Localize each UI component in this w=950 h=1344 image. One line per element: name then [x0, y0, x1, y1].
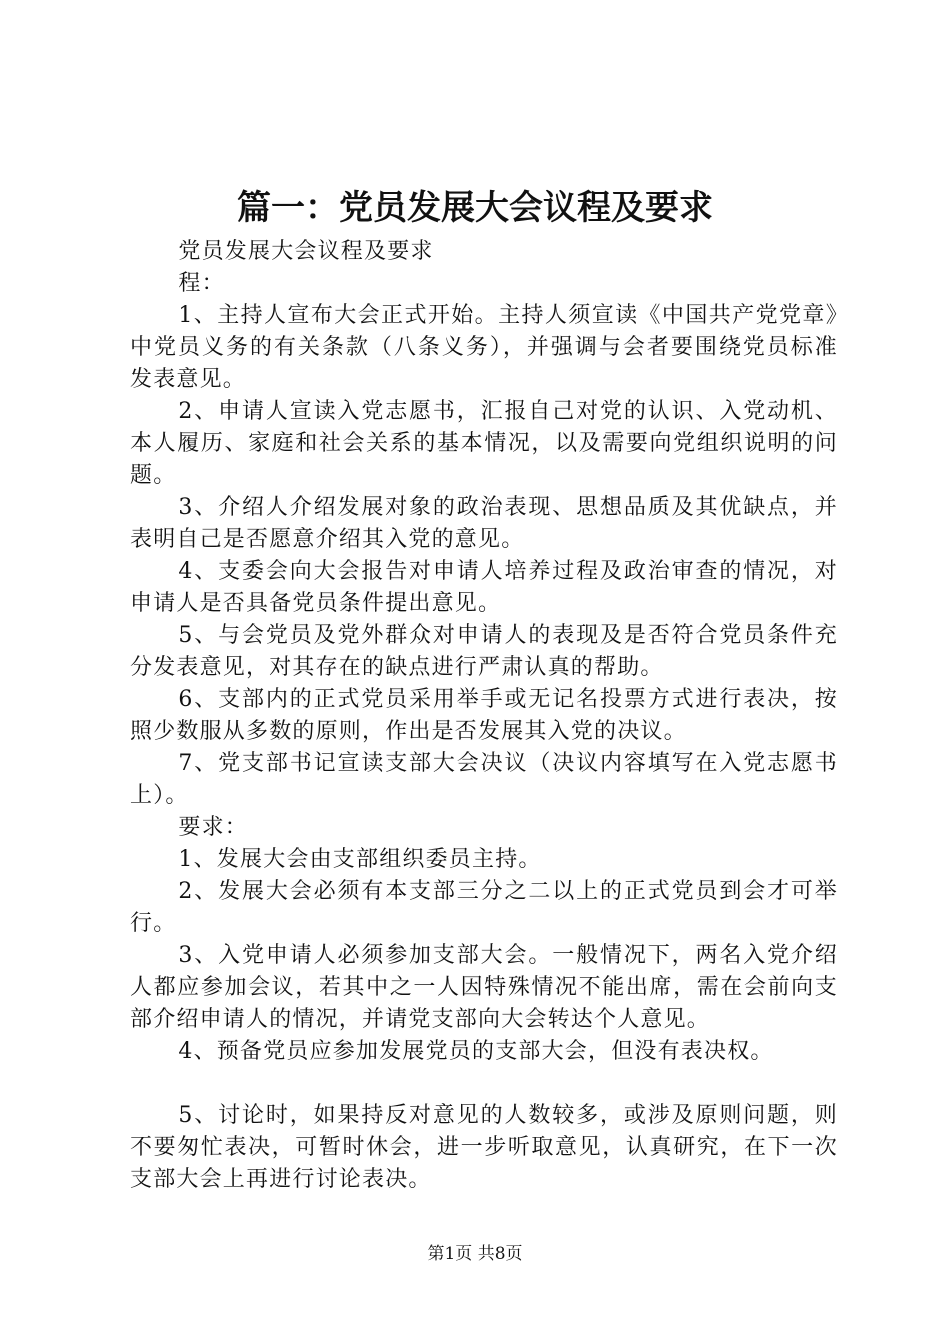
- agenda-item: 3、介绍人介绍发展对象的政治表现、思想品质及其优缺点，并表明自己是否愿意介绍其入党的意见。: [130, 495, 838, 552]
- agenda-heading: 程：: [178, 271, 225, 296]
- requirement-item: 3、入党申请人必须参加支部大会。一般情况下，两名入党介绍人都应参加会议，若其中之一人因特殊情况不能出席，需在会前向支部介绍申请人的情况，并请党支部向大会转达个人意见。: [130, 943, 838, 1032]
- document-title: 篇一：党员发展大会议程及要求: [237, 188, 713, 228]
- agenda-item: 5、与会党员及党外群众对申请人的表现及是否符合党员条件充分发表意见，对其存在的缺点进行严肃认真的帮助。: [130, 623, 838, 680]
- agenda-item: 1、主持人宣布大会正式开始。主持人须宣读《中国共产党党章》中党员义务的有关条款（八条义务），并强调与会者要围绕党员标准发表意见。: [130, 303, 838, 392]
- agenda-item: 4、支委会向大会报告对申请人培养过程及政治审查的情况，对申请人是否具备党员条件提出意见。: [130, 559, 838, 616]
- requirement-item: 4、预备党员应参加发展党员的支部大会，但没有表决权。: [178, 1039, 774, 1064]
- agenda-item: 7、党支部书记宣读支部大会决议（决议内容填写在入党志愿书上）。: [130, 751, 838, 808]
- agenda-item: 6、支部内的正式党员采用举手或无记名投票方式进行表决，按照少数服从多数的原则，作出是否发展其入党的决议。: [130, 687, 838, 744]
- requirement-item: 5、讨论时，如果持反对意见的人数较多，或涉及原则问题，则不要匆忙表决，可暂时休会，进一步听取意见，认真研究，在下一次支部大会上再进行讨论表决。: [130, 1103, 838, 1192]
- requirements-heading: 要求：: [178, 815, 248, 840]
- page-number-footer: 第1页 共8页: [427, 1244, 523, 1264]
- document-body: [130, 236, 838, 1196]
- subtitle: 党员发展大会议程及要求: [178, 239, 434, 264]
- agenda-item: 2、申请人宣读入党志愿书，汇报自己对党的认识、入党动机、本人履历、家庭和社会关系的基本情况，以及需要向党组织说明的问题。: [130, 399, 838, 488]
- requirement-item: 2、发展大会必须有本支部三分之二以上的正式党员到会才可举行。: [130, 879, 838, 936]
- requirement-item: 1、发展大会由支部组织委员主持。: [178, 847, 542, 872]
